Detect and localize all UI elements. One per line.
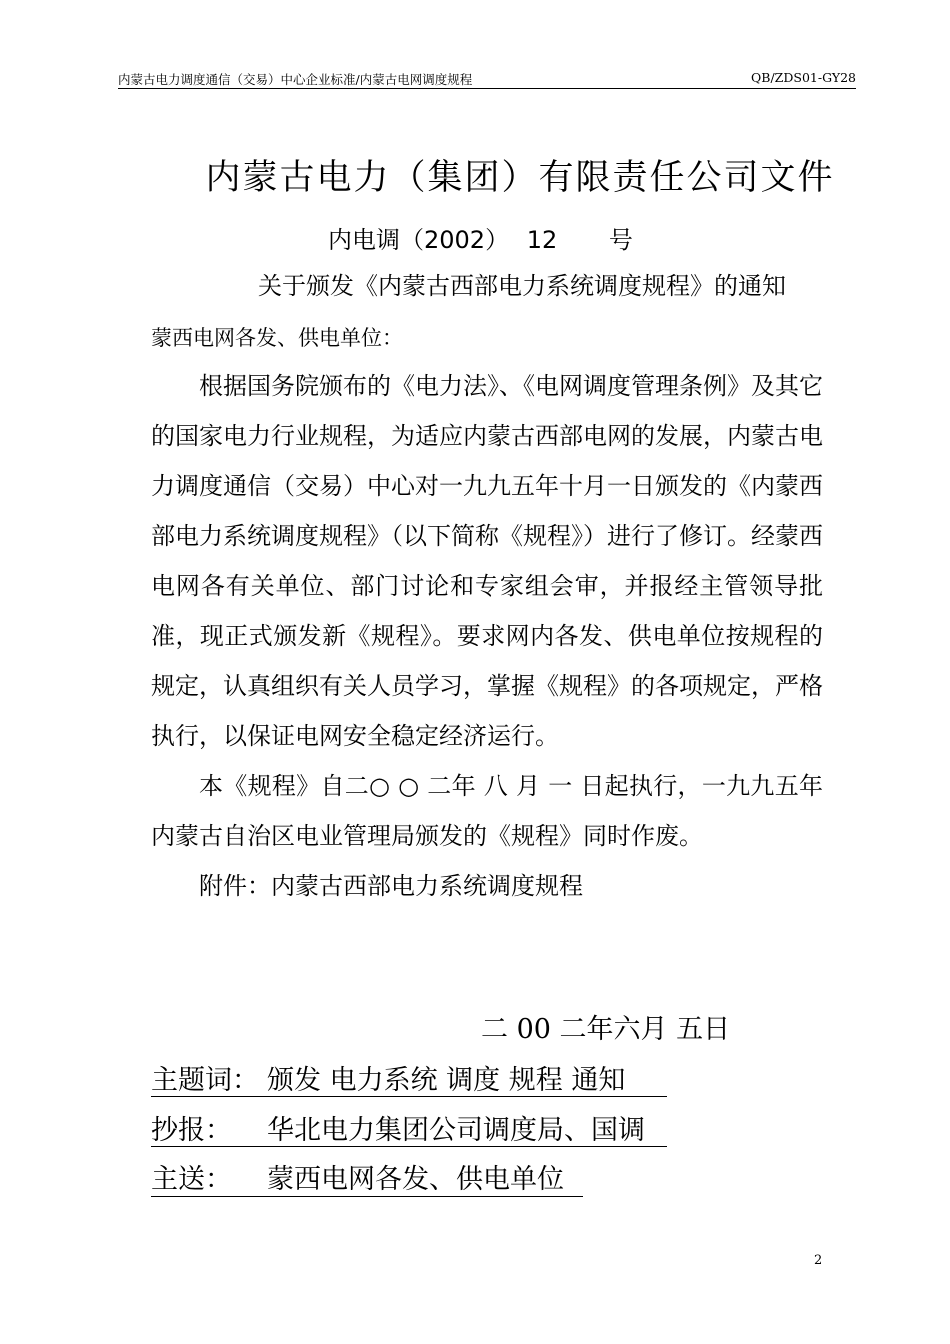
doc-number-suffix: 号 [608,226,633,254]
doc-number-prefix: 内电调（2002） [328,226,510,254]
cc-label: 抄报： [151,1115,232,1146]
document-title: 内蒙古电力（集团）有限责任公司文件 [205,158,835,198]
issue-date: 二 00 二年六月 五日 [481,1014,731,1045]
attachment-line: 附件：内蒙古西部电力系统调度规程 [199,872,583,900]
addressee: 蒙西电网各发、供电单位： [151,326,403,350]
to-label: 主送： [151,1164,232,1195]
header-document-code: QB/ZDS01-GY28 [751,70,856,85]
to-row [151,1157,564,1196]
divider-line [151,1146,667,1147]
notice-subject: 关于颁发《内蒙古西部电力系统调度规程》的通知 [258,272,786,300]
body-paragraph: 本《规程》自二○ ○ 二年 八 月 一 日起执行，一九九五年内蒙古自治区电业管理局颁发的《规程》同时作废。 [151,772,823,850]
cc-value: 华北电力集团公司调度局、国调 [267,1115,645,1146]
subject-words-value: 颁发 电力系统 调度 规程 通知 [267,1065,626,1096]
to-value: 蒙西电网各发、供电单位 [267,1164,564,1195]
subject-words-label: 主题词： [151,1065,259,1096]
header-left-text: 内蒙古电力调度通信（交易）中心企业标准/内蒙古电网调度规程 [118,72,473,87]
divider-line [151,1196,583,1197]
document-number [328,220,633,255]
page-number: 2 [814,1253,823,1268]
doc-number-value: 12 [526,226,558,254]
subject-words-row [151,1058,625,1097]
body-text [151,361,823,911]
body-paragraph: 根据国务院颁布的《电力法》、《电网调度管理条例》及其它的国家电力行业规程，为适应内蒙古西部电网的发展，内蒙古电力调度通信（交易）中心对一九九五年十月一日颁发的《内蒙西部电力系统调度规程》（以下简称《规程》）进行了修订。经蒙西电网各有关单位、部门讨论和专家组会审，并报经主管领导批准，现正式颁发新《规程》。要求网内各发、供电单位按规程的规定，认真组织有关人员学习，掌握《规程》的各项规定，严格执行，以保证电网安全稳定经济运行。 [151,372,823,750]
cc-row [151,1108,645,1147]
page-header [118,70,856,89]
divider-line [151,1096,667,1097]
